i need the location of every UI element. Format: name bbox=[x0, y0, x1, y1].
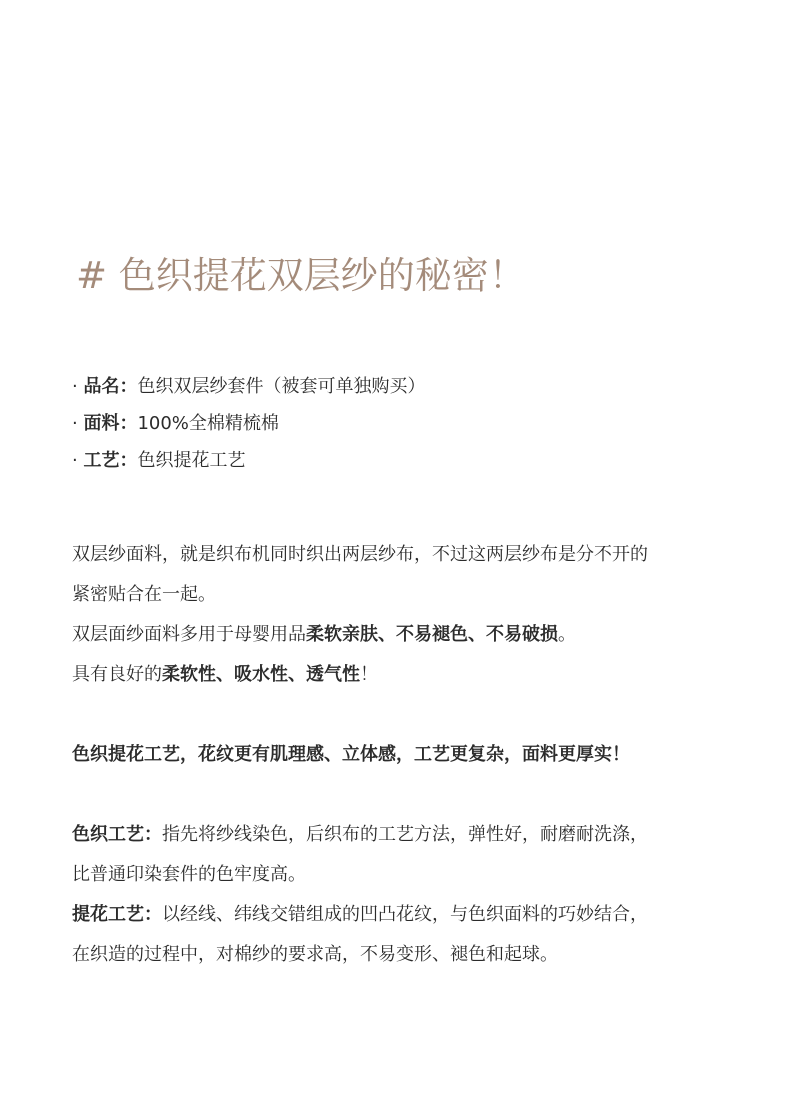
spec-colon: ： bbox=[119, 450, 138, 471]
highlight-text: 色织提花工艺，花纹更有肌理感、立体感，工艺更复杂，面料更厚实！ bbox=[72, 744, 630, 765]
spec-colon: ： bbox=[119, 413, 138, 434]
spec-value: 色织双层纱套件（被套可单独购买） bbox=[137, 376, 426, 397]
bullet: · bbox=[72, 450, 84, 471]
highlight-paragraph bbox=[72, 735, 732, 775]
emphasis-text: 柔软亲肤、不易褪色、不易破损 bbox=[306, 624, 558, 645]
bullet: · bbox=[72, 413, 84, 434]
yarn-dye-label: 色织工艺 bbox=[72, 824, 144, 845]
spec-colon: ： bbox=[119, 376, 138, 397]
highlight-line bbox=[72, 735, 732, 775]
spec-list bbox=[72, 368, 732, 479]
intro-line: 紧密贴合在一起。 bbox=[72, 584, 216, 605]
intro-line-features bbox=[72, 615, 732, 655]
yarn-dye-text: 指先将纱线染色，后织布的工艺方法，弹性好，耐磨耐洗涤， bbox=[162, 824, 648, 845]
intro-line-properties bbox=[72, 655, 732, 695]
intro-line: 双层纱面料，就是织布机同时织出两层纱布，不过这两层纱布是分不开的 bbox=[72, 544, 648, 565]
spec-item-fabric bbox=[72, 405, 732, 442]
jacquard-text: 以经线、纬线交错组成的凹凸花纹，与色织面料的巧妙结合， bbox=[162, 904, 648, 925]
spec-value: 100%全棉精梳棉 bbox=[137, 413, 279, 434]
page-title: # 色织提花双层纱的秘密！ bbox=[76, 254, 526, 297]
text-span: 具有良好的 bbox=[72, 664, 162, 685]
bullet: · bbox=[72, 376, 84, 397]
spec-label: 工艺 bbox=[83, 450, 120, 471]
text-span: 双层面纱面料多用于母婴用品 bbox=[72, 624, 306, 645]
text-span: ！ bbox=[360, 664, 378, 685]
jacquard-line: 在织造的过程中，对棉纱的要求高，不易变形、褪色和起球。 bbox=[72, 944, 558, 965]
yarn-dye-line bbox=[72, 815, 732, 855]
spec-label: 品名 bbox=[83, 376, 120, 397]
craft-details bbox=[72, 815, 732, 975]
intro-paragraph bbox=[72, 535, 732, 695]
spec-label: 面料 bbox=[83, 413, 120, 434]
yarn-dye-line: 比普通印染套件的色牢度高。 bbox=[72, 864, 306, 885]
label-colon: ： bbox=[144, 904, 162, 925]
label-colon: ： bbox=[144, 824, 162, 845]
jacquard-label: 提花工艺 bbox=[72, 904, 144, 925]
jacquard-line bbox=[72, 895, 732, 935]
spec-value: 色织提花工艺 bbox=[137, 450, 246, 471]
text-span: 。 bbox=[558, 624, 576, 645]
spec-item-name bbox=[72, 368, 732, 405]
spec-item-craft bbox=[72, 442, 732, 479]
emphasis-text: 柔软性、吸水性、透气性 bbox=[162, 664, 360, 685]
